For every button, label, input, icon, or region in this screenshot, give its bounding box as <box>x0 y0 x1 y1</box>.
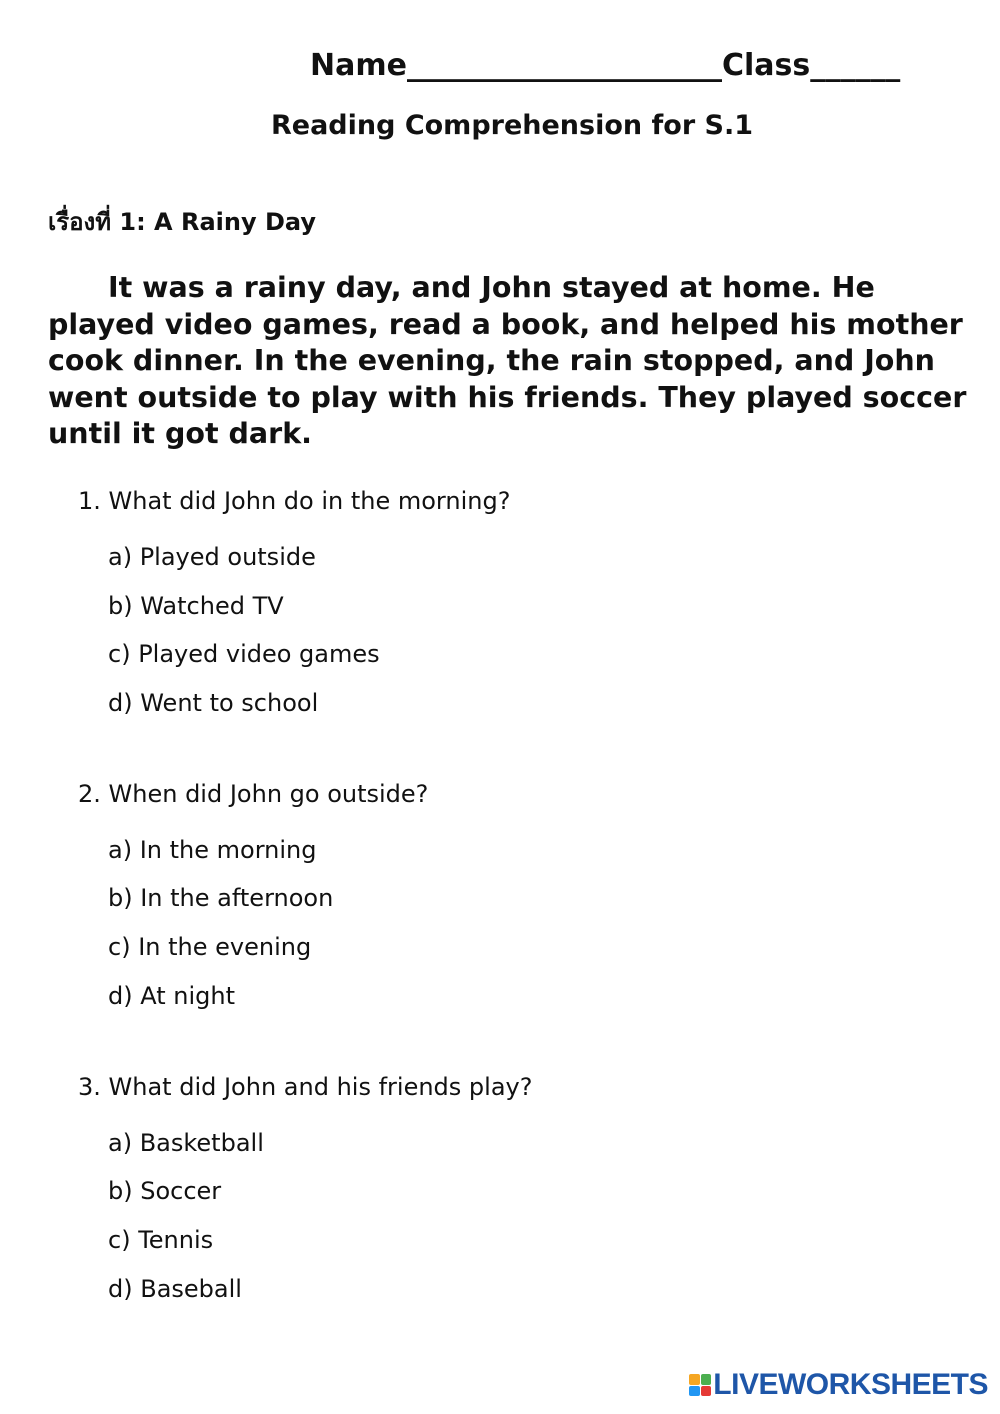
story-heading: เรื่องที่ 1: A Rainy Day <box>48 208 316 236</box>
answer-option[interactable]: a) Played outside <box>108 543 316 571</box>
question-3 <box>78 1071 928 1314</box>
question-2 <box>78 778 928 1021</box>
logo-block <box>701 1374 712 1385</box>
answer-option[interactable]: c) Tennis <box>108 1225 214 1254</box>
answer-options <box>78 826 928 1021</box>
logo-text: LIVEWORKSHEETS <box>713 1368 988 1401</box>
answer-options <box>78 1119 928 1314</box>
liveworksheets-logo <box>689 1368 988 1402</box>
reading-passage: It was a rainy day, and John stayed at home. He played video games, read a book, and helped his mother cook dinner. In the evening, the rain stopped, and John went outside to play with his friends. They played soccer until it got dark. <box>48 271 967 450</box>
logo-blocks-icon <box>689 1374 711 1396</box>
answer-option[interactable]: d) Baseball <box>108 1274 242 1303</box>
logo-block <box>689 1374 700 1385</box>
answer-option[interactable]: a) Basketball <box>108 1128 264 1157</box>
question-text: 3. What did John and his friends play? <box>78 1072 533 1101</box>
question-1 <box>78 485 928 728</box>
answer-option[interactable]: a) In the morning <box>108 835 317 864</box>
answer-option[interactable]: c) Played video games <box>108 640 380 669</box>
question-list <box>78 485 928 1363</box>
question-text: 2. When did John go outside? <box>78 779 429 808</box>
answer-option[interactable]: d) At night <box>108 981 235 1010</box>
answer-option[interactable]: c) In the evening <box>108 933 312 962</box>
logo-block <box>701 1386 712 1397</box>
worksheet-title: Reading Comprehension for S.1 <box>270 110 754 141</box>
answer-option[interactable]: b) Soccer <box>108 1177 222 1206</box>
answer-option[interactable]: d) Went to school <box>108 689 319 718</box>
answer-option[interactable]: b) In the afternoon <box>108 884 334 913</box>
answer-option[interactable]: b) Watched TV <box>108 591 284 620</box>
name-class-line: Name_____________________Class______ <box>310 48 901 83</box>
logo-block <box>689 1386 700 1397</box>
question-text: 1. What did John do in the morning? <box>78 487 511 515</box>
answer-options <box>78 533 928 728</box>
